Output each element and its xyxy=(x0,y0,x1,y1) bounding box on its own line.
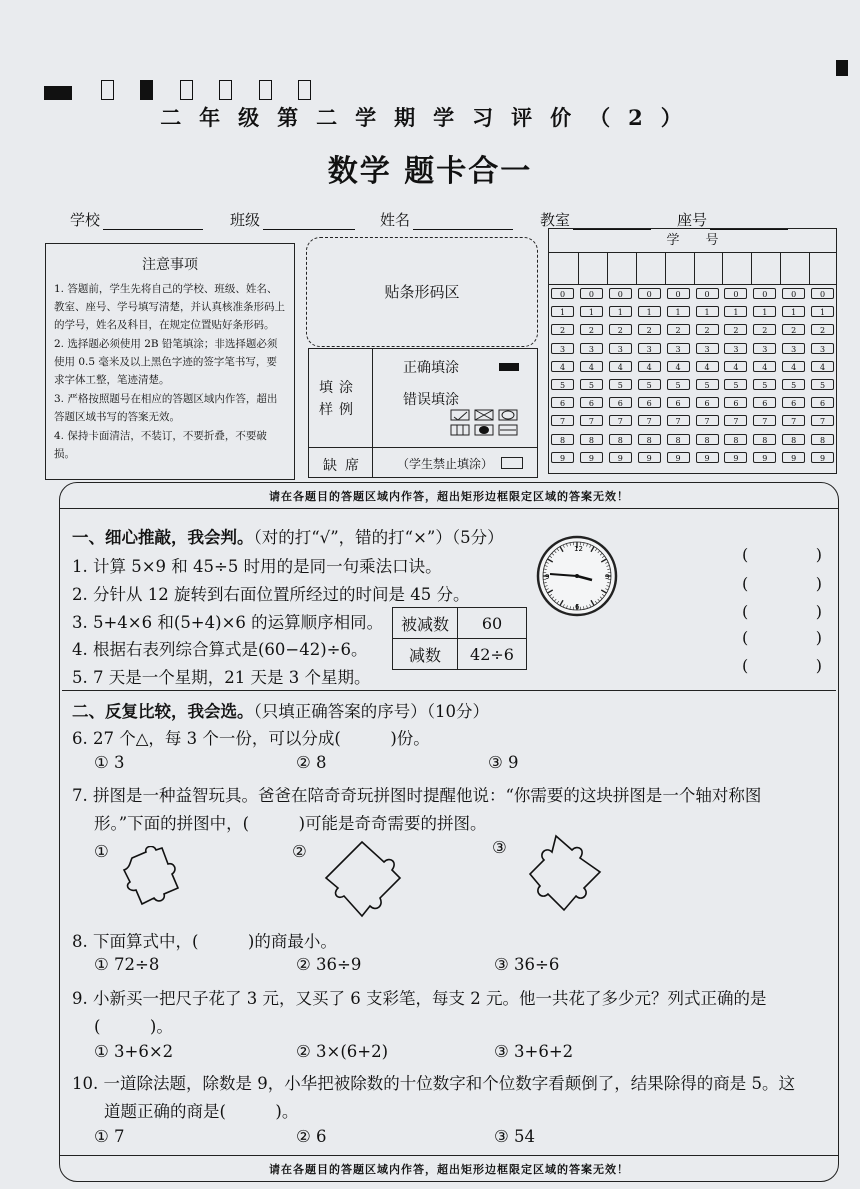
digit-bubble[interactable]: 1 xyxy=(580,306,603,317)
grid-divider xyxy=(578,252,579,284)
digit-bubble[interactable]: 7 xyxy=(580,415,603,426)
table-cell: 被减数 xyxy=(393,608,458,639)
digit-bubble[interactable]: 4 xyxy=(638,361,661,372)
student-number-column xyxy=(551,288,574,470)
grid-divider xyxy=(809,252,810,284)
student-number-column xyxy=(638,288,661,470)
digit-bubble[interactable]: 8 xyxy=(638,434,661,445)
digit-bubble[interactable]: 8 xyxy=(551,434,574,445)
question-9-line1: 9. 小新买一把尺子花了 3 元，又买了 6 支彩笔，每支 2 元。他一共花了多少元？列式正确的是 xyxy=(72,989,767,1008)
q8-option-2: ② 36÷9 xyxy=(296,955,362,974)
digit-bubble[interactable]: 4 xyxy=(551,361,574,372)
digit-bubble[interactable]: 5 xyxy=(696,379,719,390)
digit-bubble[interactable]: 2 xyxy=(753,324,776,335)
digit-bubble[interactable]: 2 xyxy=(609,324,632,335)
fill-example-label: 填涂样例 xyxy=(319,380,359,418)
notice-box xyxy=(45,243,295,480)
digit-bubble[interactable]: 9 xyxy=(811,452,834,463)
table-cell: 42÷6 xyxy=(458,639,527,670)
barcode-area: 贴条形码区 xyxy=(306,237,538,347)
digit-bubble[interactable]: 6 xyxy=(724,397,747,408)
digit-bubble[interactable]: 1 xyxy=(609,306,632,317)
student-number-column xyxy=(811,288,834,470)
digit-bubble[interactable]: 2 xyxy=(551,324,574,335)
question-4: 4. 根据右表列综合算式是(60−42)÷6。 xyxy=(72,640,368,659)
digit-bubble[interactable]: 9 xyxy=(580,452,603,463)
digit-bubble[interactable]: 7 xyxy=(696,415,719,426)
digit-bubble[interactable]: 8 xyxy=(753,434,776,445)
digit-bubble[interactable]: 1 xyxy=(696,306,719,317)
student-number-column xyxy=(580,288,603,470)
fill-example-box xyxy=(308,348,538,478)
digit-bubble[interactable]: 5 xyxy=(580,379,603,390)
student-number-column xyxy=(609,288,632,470)
q8-option-1: ① 72÷8 xyxy=(94,955,160,974)
digit-bubble[interactable]: 2 xyxy=(696,324,719,335)
digit-bubble[interactable]: 8 xyxy=(724,434,747,445)
q7-option-2: ② xyxy=(292,842,307,861)
clock-icon xyxy=(535,534,619,618)
digit-bubble[interactable]: 3 xyxy=(609,343,632,354)
grid-divider xyxy=(636,252,637,284)
digit-bubble[interactable]: 4 xyxy=(811,361,834,372)
locator-mark xyxy=(219,80,232,100)
grid-divider xyxy=(607,252,608,284)
student-number-column xyxy=(724,288,747,470)
digit-bubble[interactable]: 3 xyxy=(753,343,776,354)
digit-bubble[interactable]: 0 xyxy=(696,288,719,299)
puzzle-piece-2-icon xyxy=(322,838,404,920)
grid-divider xyxy=(694,252,695,284)
digit-bubble[interactable]: 7 xyxy=(782,415,805,426)
puzzle-piece-3-icon xyxy=(526,832,606,914)
absent-note: （学生禁止填涂） xyxy=(397,457,494,471)
digit-bubble[interactable]: 6 xyxy=(782,397,805,408)
q6-option-1: ① 3 xyxy=(94,753,125,772)
svg-text:3: 3 xyxy=(605,573,610,581)
digit-bubble[interactable]: 2 xyxy=(811,324,834,335)
digit-bubble[interactable]: 4 xyxy=(753,361,776,372)
digit-bubble[interactable]: 8 xyxy=(696,434,719,445)
digit-bubble[interactable]: 6 xyxy=(753,397,776,408)
digit-bubble[interactable]: 7 xyxy=(609,415,632,426)
question-5: 5. 7 天是一个星期，21 天是 3 个星期。 xyxy=(72,668,371,687)
q8-option-3: ③ 36÷6 xyxy=(494,955,560,974)
digit-bubble[interactable]: 4 xyxy=(696,361,719,372)
locator-mark xyxy=(44,86,72,100)
svg-text:6: 6 xyxy=(575,603,580,611)
notice-item: 4. 保持卡面清洁，不装订，不要折叠，不要破损。 xyxy=(54,430,267,460)
digit-bubble[interactable]: 0 xyxy=(667,288,690,299)
digit-bubble[interactable]: 7 xyxy=(753,415,776,426)
table-cell: 减数 xyxy=(393,639,458,670)
grid-divider xyxy=(780,252,781,284)
student-number-column xyxy=(753,288,776,470)
digit-bubble[interactable]: 9 xyxy=(638,452,661,463)
question-8: 8. 下面算式中，( )的商最小。 xyxy=(72,932,337,951)
puzzle-piece-1-icon xyxy=(118,846,188,908)
digit-bubble[interactable]: 2 xyxy=(638,324,661,335)
locator-mark xyxy=(140,80,153,100)
digit-bubble[interactable]: 6 xyxy=(551,397,574,408)
digit-bubble[interactable]: 5 xyxy=(638,379,661,390)
notice-item: 1. 答题前，学生先将自己的学校、班级、姓名、教室、座号、学号填写清楚，并认真核准条形码上的学号，姓名及科目，在规定位置贴好条形码。 xyxy=(54,283,285,331)
digit-bubble[interactable]: 3 xyxy=(782,343,805,354)
digit-bubble[interactable]: 8 xyxy=(667,434,690,445)
locator-mark xyxy=(180,80,193,100)
page-title: 二年级第二学期学习评价（2） xyxy=(160,105,700,130)
digit-bubble[interactable]: 0 xyxy=(724,288,747,299)
digit-bubble[interactable]: 2 xyxy=(782,324,805,335)
table-cell: 60 xyxy=(458,608,527,639)
svg-text:12: 12 xyxy=(574,545,583,553)
wrong-fill-marks xyxy=(449,409,523,439)
digit-bubble[interactable]: 4 xyxy=(580,361,603,372)
digit-bubble[interactable]: 6 xyxy=(580,397,603,408)
digit-bubble[interactable]: 0 xyxy=(580,288,603,299)
digit-bubble[interactable]: 2 xyxy=(667,324,690,335)
digit-bubble[interactable]: 9 xyxy=(609,452,632,463)
digit-bubble[interactable]: 9 xyxy=(782,452,805,463)
digit-bubble[interactable]: 9 xyxy=(551,452,574,463)
student-number-column xyxy=(696,288,719,470)
digit-bubble[interactable]: 1 xyxy=(753,306,776,317)
digit-bubble[interactable]: 0 xyxy=(638,288,661,299)
class-field[interactable]: 班级 xyxy=(230,209,355,230)
digit-bubble[interactable]: 4 xyxy=(609,361,632,372)
digit-bubble[interactable]: 5 xyxy=(811,379,834,390)
notice-item: 3. 严格按照题号在相应的答题区域内作答，超出答题区域书写的答案无效。 xyxy=(54,393,278,423)
locator-mark xyxy=(101,80,114,100)
seat-field[interactable]: 座号 xyxy=(677,209,788,230)
svg-text:9: 9 xyxy=(545,573,550,581)
digit-bubble[interactable]: 7 xyxy=(724,415,747,426)
digit-bubble[interactable]: 4 xyxy=(782,361,805,372)
digit-bubble[interactable]: 9 xyxy=(696,452,719,463)
digit-bubble[interactable]: 5 xyxy=(667,379,690,390)
q10-option-2: ② 6 xyxy=(296,1127,327,1146)
digit-bubble[interactable]: 2 xyxy=(724,324,747,335)
digit-bubble[interactable]: 0 xyxy=(782,288,805,299)
locator-mark xyxy=(259,80,272,100)
digit-bubble[interactable]: 6 xyxy=(696,397,719,408)
digit-bubble[interactable]: 0 xyxy=(609,288,632,299)
digit-bubble[interactable]: 7 xyxy=(638,415,661,426)
absent-bubble[interactable] xyxy=(501,457,523,469)
digit-bubble[interactable]: 8 xyxy=(811,434,834,445)
name-field[interactable]: 姓名 xyxy=(380,209,513,230)
q7-option-3: ③ xyxy=(492,838,507,857)
q10-option-1: ① 7 xyxy=(94,1127,125,1146)
digit-bubble[interactable]: 8 xyxy=(609,434,632,445)
question-2: 2. 分针从 12 旋转到右面位置所经过的时间是 45 分。 xyxy=(72,585,470,604)
question-10-line1: 10. 一道除法题，除数是 9，小华把被除数的十位数字和个位数字看颠倒了，结果除得的商是 5。这 xyxy=(72,1074,795,1093)
warning-bottom: 请在各题目的答题区域内作答，超出矩形边框限定区域的答案无效！ xyxy=(269,1163,629,1176)
digit-bubble[interactable]: 5 xyxy=(753,379,776,390)
digit-bubble[interactable]: 6 xyxy=(638,397,661,408)
grid-divider xyxy=(665,252,666,284)
digit-bubble[interactable]: 9 xyxy=(753,452,776,463)
digit-bubble[interactable]: 1 xyxy=(811,306,834,317)
digit-bubble[interactable]: 8 xyxy=(580,434,603,445)
notice-item: 2. 选择题必须使用 2B 铅笔填涂；非选择题必须使用 0.5 毫米及以上黑色字迹的签字笔书写，要求字体工整，笔迹清楚。 xyxy=(54,338,278,386)
locator-mark xyxy=(836,60,848,76)
digit-bubble[interactable]: 5 xyxy=(724,379,747,390)
digit-bubble[interactable]: 1 xyxy=(638,306,661,317)
student-number-column xyxy=(667,288,690,470)
warning-top: 请在各题目的答题区域内作答，超出矩形边框限定区域的答案无效！ xyxy=(269,490,629,503)
digit-bubble[interactable]: 6 xyxy=(609,397,632,408)
digit-bubble[interactable]: 4 xyxy=(724,361,747,372)
digit-bubble[interactable]: 6 xyxy=(667,397,690,408)
question-9-line2: ( )。 xyxy=(94,1017,173,1036)
question-7-line2: 形。”下面的拼图中，( )可能是奇奇需要的拼图。 xyxy=(94,814,487,833)
question-10-line2: 道题正确的商是( )。 xyxy=(104,1102,299,1121)
absent-label: 缺席 xyxy=(323,458,367,474)
digit-bubble[interactable]: 6 xyxy=(811,397,834,408)
digit-bubble[interactable]: 3 xyxy=(551,343,574,354)
student-number-label: 学 号 xyxy=(666,233,719,248)
digit-bubble[interactable]: 3 xyxy=(696,343,719,354)
classroom-field[interactable]: 教室 xyxy=(540,209,651,230)
digit-bubble[interactable]: 9 xyxy=(667,452,690,463)
question-6: 6. 27 个△，每 3 个一份，可以分成( )份。 xyxy=(72,729,430,748)
digit-bubble[interactable]: 1 xyxy=(667,306,690,317)
q6-option-3: ③ 9 xyxy=(488,753,519,772)
digit-bubble[interactable]: 7 xyxy=(667,415,690,426)
digit-bubble[interactable]: 0 xyxy=(753,288,776,299)
digit-bubble[interactable]: 3 xyxy=(667,343,690,354)
grid-divider xyxy=(751,252,752,284)
digit-bubble[interactable]: 3 xyxy=(811,343,834,354)
digit-bubble[interactable]: 1 xyxy=(782,306,805,317)
question-3: 3. 5+4×6 和(5+4)×6 的运算顺序相同。 xyxy=(72,613,384,632)
digit-bubble[interactable]: 5 xyxy=(782,379,805,390)
subtraction-table xyxy=(392,607,527,670)
digit-bubble[interactable]: 7 xyxy=(811,415,834,426)
digit-bubble[interactable]: 2 xyxy=(580,324,603,335)
grid-divider xyxy=(722,252,723,284)
school-field[interactable]: 学校 xyxy=(70,209,203,230)
digit-bubble[interactable]: 3 xyxy=(638,343,661,354)
digit-bubble[interactable]: 5 xyxy=(551,379,574,390)
digit-bubble[interactable]: 7 xyxy=(551,415,574,426)
q6-option-2: ② 8 xyxy=(296,753,327,772)
notice-title: 注意事项 xyxy=(142,257,198,273)
wrong-fill-label: 错误填涂 xyxy=(403,392,459,408)
digit-bubble[interactable]: 9 xyxy=(724,452,747,463)
page-subtitle: 数学 题卡合一 xyxy=(327,154,533,189)
digit-bubble[interactable]: 3 xyxy=(580,343,603,354)
digit-bubble[interactable]: 1 xyxy=(551,306,574,317)
digit-bubble[interactable]: 4 xyxy=(667,361,690,372)
digit-bubble[interactable]: 8 xyxy=(782,434,805,445)
q10-option-3: ③ 54 xyxy=(494,1127,536,1146)
digit-bubble[interactable]: 5 xyxy=(609,379,632,390)
section1-title: 一、细心推敲，我会判。（对的打“√”，错的打“×”）（5分） xyxy=(72,528,504,547)
digit-bubble[interactable]: 0 xyxy=(551,288,574,299)
q9-option-2: ② 3×(6+2) xyxy=(296,1042,389,1061)
question-1: 1. 计算 5×9 和 45÷5 时用的是同一句乘法口诀。 xyxy=(72,557,442,576)
q9-option-3: ③ 3+6+2 xyxy=(494,1042,574,1061)
correct-fill-label: 正确填涂 xyxy=(403,360,459,376)
student-number-column xyxy=(782,288,805,470)
digit-bubble[interactable]: 0 xyxy=(811,288,834,299)
q7-option-1: ① xyxy=(94,842,109,861)
q9-option-1: ① 3+6×2 xyxy=(94,1042,174,1061)
locator-mark xyxy=(298,80,311,100)
correct-fill-mark xyxy=(499,363,519,371)
question-7-line1: 7. 拼图是一种益智玩具。爸爸在陪奇奇玩拼图时提醒他说：“你需要的这块拼图是一个轴对称图 xyxy=(72,786,762,805)
digit-bubble[interactable]: 3 xyxy=(724,343,747,354)
section2-title: 二、反复比较，我会选。（只填正确答案的序号）（10分） xyxy=(72,702,489,721)
digit-bubble[interactable]: 1 xyxy=(724,306,747,317)
